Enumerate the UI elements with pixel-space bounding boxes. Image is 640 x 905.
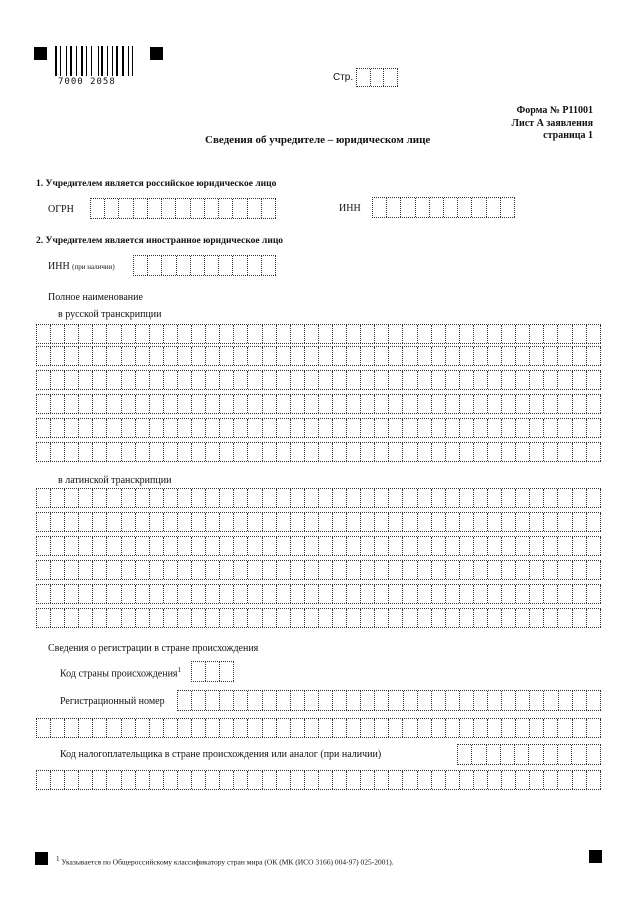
form-number: Форма № Р11001 <box>516 105 593 116</box>
russian-name-row[interactable] <box>36 418 601 438</box>
latin-name-row[interactable] <box>36 584 601 604</box>
corner-marker-top-right <box>150 47 163 60</box>
taxpayer-code-label: Код налогоплательщика в стране происхождения или аналог (при наличии) <box>60 749 382 760</box>
reg-number-row[interactable] <box>36 718 601 738</box>
latin-transcription-label: в латинской транскрипции <box>58 475 172 486</box>
foreign-inn-label <box>48 261 115 272</box>
latin-name-row[interactable] <box>36 488 601 508</box>
russian-name-row[interactable] <box>36 442 601 462</box>
page-title: Сведения об учредителе – юридическом лице <box>205 134 431 146</box>
reg-number-label: Регистрационный номер <box>60 696 165 707</box>
russian-name-row[interactable] <box>36 346 601 366</box>
section2-heading: 2. Учредителем является иностранное юридическое лицо <box>36 236 284 246</box>
barcode-number: 7000 2058 <box>58 77 116 87</box>
country-code-label <box>60 666 181 679</box>
foreign-inn-label-text: ИНН <box>48 261 70 272</box>
russian-transcription-label: в русской транскрипции <box>58 309 162 320</box>
inn-label: ИНН <box>339 203 361 214</box>
inn-field[interactable] <box>372 197 515 218</box>
russian-name-row[interactable] <box>36 370 601 390</box>
corner-marker-bottom-right <box>589 850 602 863</box>
foreign-inn-note: (при наличии) <box>72 263 115 271</box>
latin-name-row[interactable] <box>36 608 601 628</box>
latin-name-row[interactable] <box>36 560 601 580</box>
russian-name-row[interactable] <box>36 394 601 414</box>
russian-name-row[interactable] <box>36 324 601 344</box>
ogrn-label: ОГРН <box>48 204 74 215</box>
footnote-mark: 1 <box>56 855 60 863</box>
latin-name-row[interactable] <box>36 512 601 532</box>
full-name-label: Полное наименование <box>48 292 143 303</box>
taxpayer-code-field-row1[interactable] <box>457 744 601 765</box>
sheet-page-label: страница 1 <box>543 130 593 141</box>
page-label: Стр. <box>333 72 354 83</box>
section1-heading: 1. Учредителем является российское юридическое лицо <box>36 179 277 189</box>
footnote <box>56 855 394 867</box>
registration-info-label: Сведения о регистрации в стране происхождения <box>48 643 259 654</box>
foreign-inn-field[interactable] <box>133 255 276 276</box>
page-number-field[interactable] <box>356 68 398 87</box>
corner-marker-bottom-left <box>35 852 48 865</box>
reg-number-field-row1[interactable] <box>177 690 601 711</box>
sheet-label: Лист А заявления <box>511 118 593 129</box>
corner-marker-top-left <box>34 47 47 60</box>
country-code-field[interactable] <box>191 661 234 682</box>
country-code-label-text: Код страны происхождения <box>60 668 178 680</box>
taxpayer-code-row[interactable] <box>36 770 601 790</box>
country-code-footnote-ref: 1 <box>177 666 182 674</box>
footnote-text: Указывается по Общероссийскому классификатору стран мира (ОК (МК (ИСО 3166) 004-97) 025-2001). <box>61 857 394 867</box>
ogrn-field[interactable] <box>90 198 276 219</box>
latin-name-row[interactable] <box>36 536 601 556</box>
barcode <box>55 46 137 76</box>
